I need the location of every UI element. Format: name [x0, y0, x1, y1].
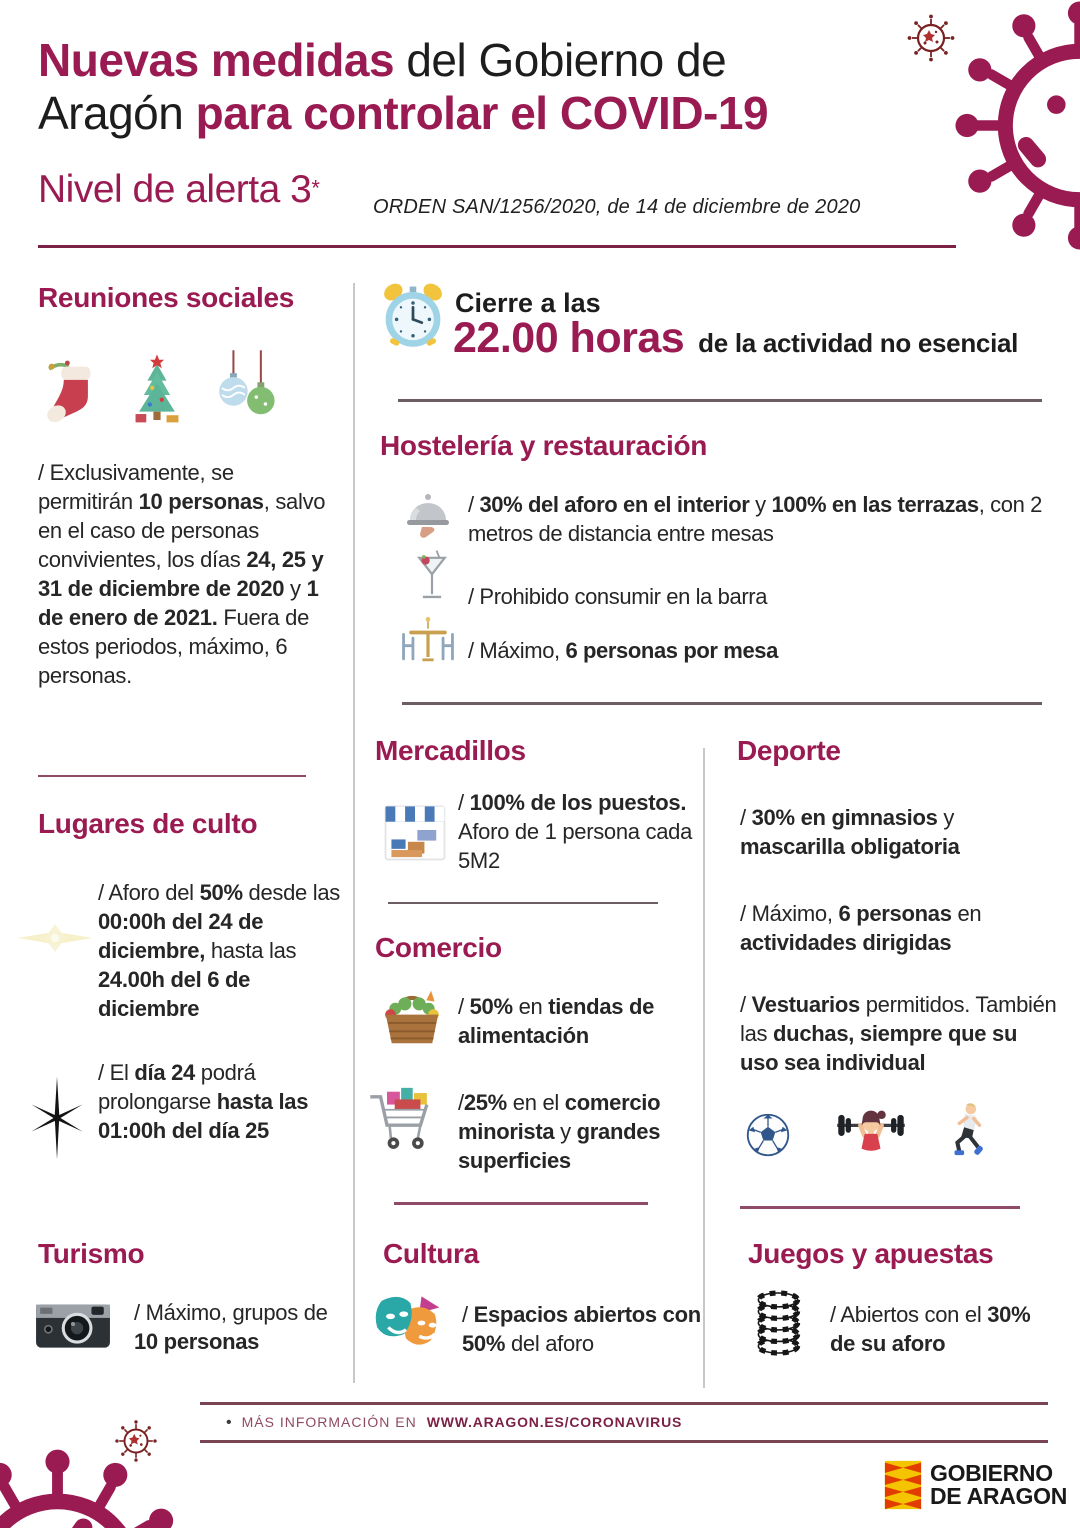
reuniones-text: / Exclusivamente, se permitirán 10 personas, salvo en el caso de personas convivientes, los días 24, 25 y 31 de diciembre de 2020 y 1 de enero de 2021. Fuera de estos periodos, máximo, 6 personas.	[38, 460, 326, 689]
closing-line	[453, 314, 1018, 363]
mercadillos-divider	[388, 902, 658, 904]
hosteleria-item-1: / 30% del aforo en el interior y 100% en las terrazas, con 2 metros de distancia entre mesas	[468, 492, 1042, 547]
page-title-line-2: Aragón para controlar el COVID-19	[38, 87, 769, 140]
cocktail-icon	[412, 542, 452, 610]
terrace-table-icon	[396, 614, 460, 668]
footer-divider-top	[200, 1402, 1048, 1405]
christmas-icons-row	[42, 336, 322, 440]
closing-divider	[398, 399, 1042, 402]
weightlifting-icon	[833, 1104, 909, 1170]
serving-cloche-icon	[402, 490, 454, 540]
section-title-reuniones: Reuniones sociales	[38, 282, 295, 313]
closing-suffix: de la actividad no esencial	[698, 328, 1019, 358]
alert-level-text: Nivel de alerta 3	[38, 168, 312, 211]
header-divider	[38, 245, 956, 248]
camera-icon	[34, 1292, 112, 1350]
hosteleria-item-2: / Prohibido consumir en la barra	[468, 584, 768, 609]
left-divider	[38, 775, 306, 777]
small-virus-icon	[905, 12, 957, 64]
deporte-item-1: / 30% en gimnasios y mascarilla obligatoria	[740, 805, 960, 860]
section-title-comercio: Comercio	[375, 932, 502, 963]
coronavirus-icon-footer	[0, 1446, 190, 1528]
section-title-cultura: Cultura	[383, 1238, 479, 1269]
vertical-divider-right	[703, 748, 705, 1388]
cultura-item: / Espacios abiertos con 50% del aforo	[462, 1302, 701, 1357]
gov-line-1: GOBIERNO	[930, 1460, 1053, 1487]
market-stall-icon	[382, 797, 448, 863]
theater-masks-icon	[366, 1292, 446, 1354]
alert-asterisk: *	[311, 175, 320, 201]
section-title-mercadillos: Mercadillos	[375, 735, 526, 766]
page-title-line-1: Nuevas medidas del Gobierno de	[38, 34, 727, 86]
turismo-item: / Máximo, grupos de 10 personas	[134, 1300, 328, 1355]
vertical-divider-left	[353, 283, 355, 1383]
christmas-stocking-icon	[42, 344, 100, 440]
deporte-divider	[740, 1206, 1020, 1209]
hosteleria-divider	[402, 702, 1042, 705]
food-basket-icon	[378, 986, 446, 1048]
gobierno-aragon-logo	[884, 1460, 1067, 1510]
alert-level	[38, 168, 320, 212]
deporte-item-2: / Máximo, 6 personas en actividades dirigidas	[740, 901, 982, 956]
running-icon	[942, 1098, 992, 1168]
closing-time: 22.00 horas	[453, 314, 685, 362]
comercio-divider	[394, 1202, 648, 1205]
footer-info	[226, 1414, 682, 1432]
footer-info-url: WWW.ARAGON.ES/CORONAVIRUS	[426, 1414, 683, 1430]
lugares-item-2: / El día 24 podrá prolongarse hasta las 01:00h del día 25	[98, 1060, 309, 1144]
poker-chips-icon	[748, 1288, 808, 1358]
christmas-tree-icon	[126, 338, 188, 440]
footer-bullet: •	[226, 1414, 232, 1431]
juegos-item: / Abiertos con el 30% de su aforo	[830, 1302, 1031, 1357]
section-title-juegos: Juegos y apuestas	[748, 1238, 994, 1269]
deporte-item-3: / Vestuarios permitidos. También las duchas, siempre que su uso sea individual	[740, 992, 1057, 1076]
soccer-ball-icon	[745, 1112, 791, 1158]
footer-divider-bottom	[200, 1440, 1048, 1443]
order-reference: ORDEN SAN/1256/2020, de 14 de diciembre de 2020	[373, 196, 861, 218]
coronavirus-icon	[952, 0, 1080, 253]
section-title-turismo: Turismo	[38, 1238, 145, 1269]
comercio-item-1: / 50% en tiendas de alimentación	[458, 994, 655, 1049]
comercio-item-2: /25% en el comercio minorista y grandes superficies	[458, 1090, 661, 1174]
aragon-flag-icon	[884, 1460, 922, 1510]
footer-info-label: MÁS INFORMACIÓN EN	[241, 1414, 417, 1430]
candle-glow-icon	[16, 922, 94, 954]
star-icon	[30, 1072, 84, 1164]
ornaments-icon	[214, 336, 278, 440]
alarm-clock-icon	[378, 280, 448, 350]
page-title	[38, 34, 888, 141]
shopping-cart-icon	[366, 1084, 444, 1156]
section-title-hosteleria: Hostelería y restauración	[380, 430, 708, 461]
gov-line-2: DE ARAGON	[930, 1483, 1068, 1509]
closing-prefix: Cierre a las	[455, 288, 601, 318]
lugares-item-1: / Aforo del 50% desde las 00:00h del 24 de diciembre, hasta las 24.00h del 6 de diciembre	[98, 880, 341, 1022]
section-title-lugares: Lugares de culto	[38, 808, 258, 839]
mercadillos-item: / 100% de los puestos. Aforo de 1 persona cada 5M2	[458, 790, 693, 874]
hosteleria-item-3: / Máximo, 6 personas por mesa	[468, 638, 778, 663]
gobierno-aragon-text	[930, 1462, 1067, 1507]
section-title-deporte: Deporte	[737, 735, 841, 766]
